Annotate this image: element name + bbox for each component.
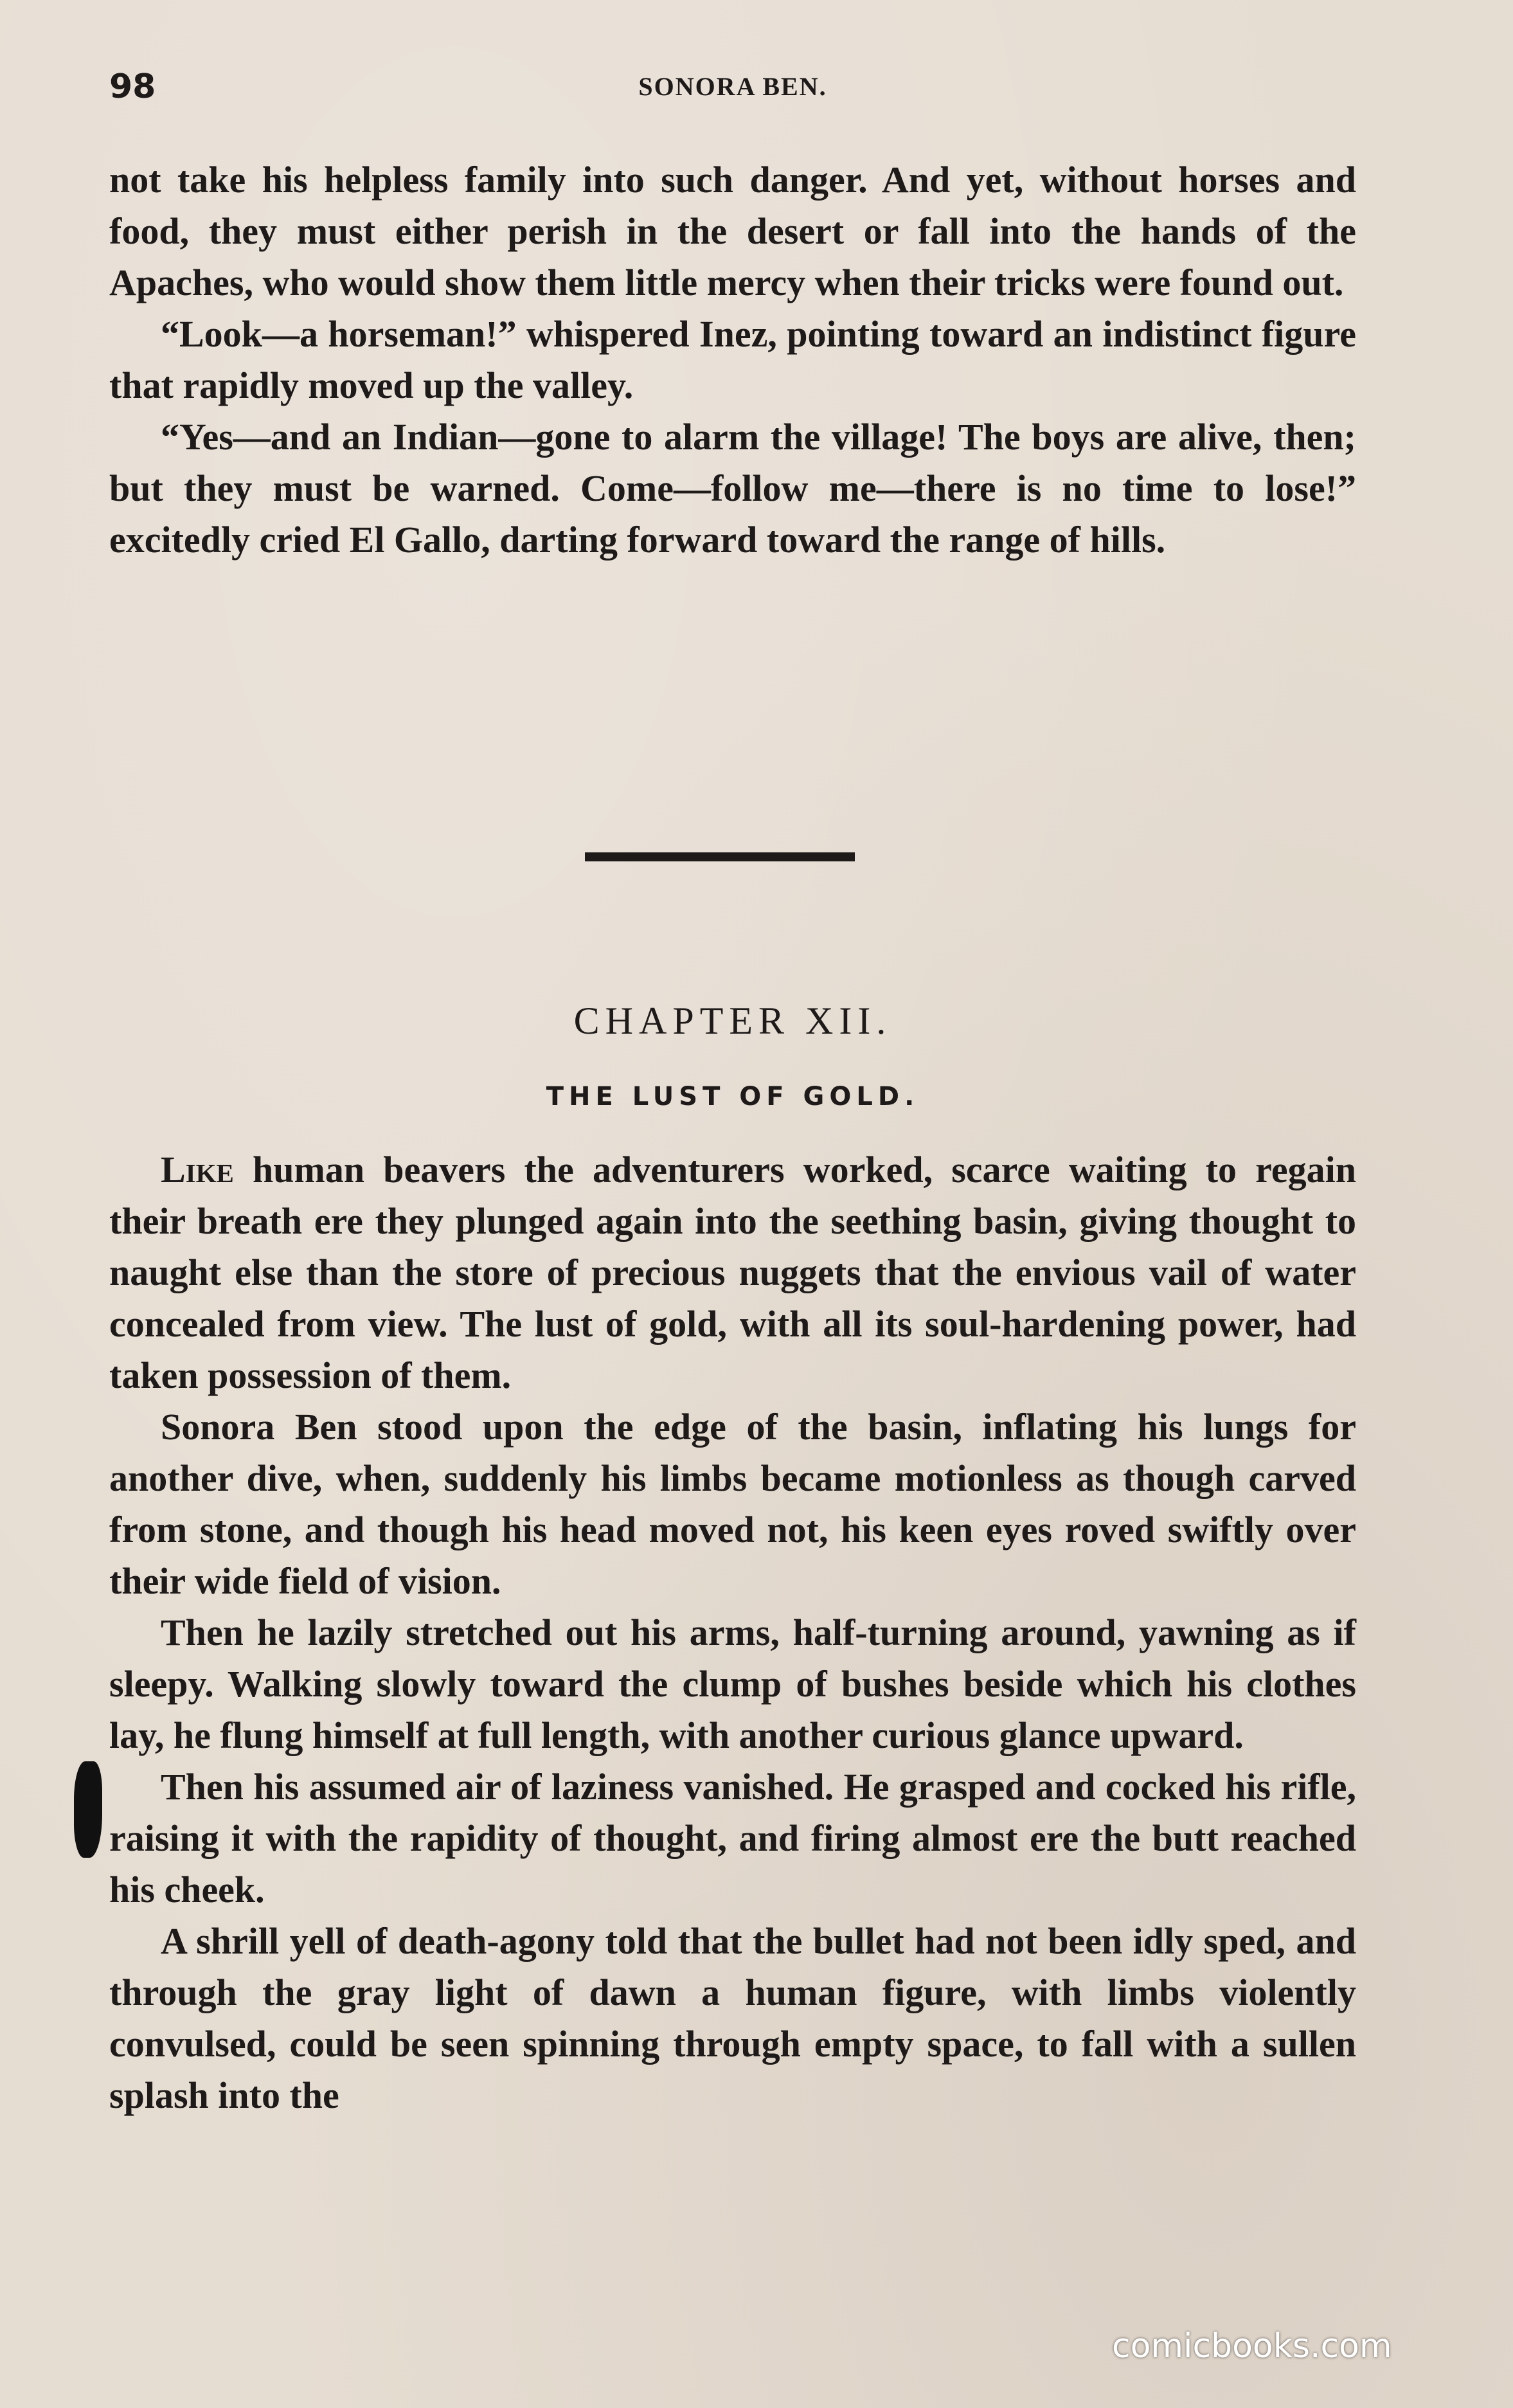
chapter-title: CHAPTER XII. — [573, 1000, 892, 1042]
book-page — [109, 64, 1356, 2340]
watermark: comicbooks.com — [1112, 2327, 1392, 2366]
running-head: SONORA BEN. — [638, 72, 827, 101]
opening-rest: human beavers the adventurers worked, scarce waiting to regain their breath ere they plunged again into the seething basin, giving thought to naught else than the store of precious nuggets that the envious vail of water concealed from view. The lust of gold, with all its soul-hardening power, had taken possession of them. — [109, 1149, 1356, 1396]
paragraph: Then his assumed air of laziness vanished. He grasped and cocked his rifle, raising it with the rapidity of thought, and firing almost ere the butt reached his cheek. — [109, 1766, 1356, 1910]
page-header — [109, 64, 1356, 109]
chapter-subtitle: THE LUST OF GOLD. — [546, 1082, 920, 1111]
paragraph: “Yes—and an Indian—gone to alarm the village! The boys are alive, then; but they must be warned. Come—follow me—there is no time to lose!” excitedly cried El Gallo, darting forward toward the range of hills. — [109, 416, 1356, 561]
paragraph: Sonora Ben stood upon the edge of the basin, inflating his lungs for another dive, when, suddenly his limbs became motionless as though carved from stone, and though his head moved not, his keen eyes roved swiftly over their wide field of vision. — [109, 1406, 1356, 1602]
section-divider — [585, 852, 855, 861]
opening-word: Like — [161, 1149, 234, 1191]
paragraph: not take his helpless family into such danger. And yet, without horses and food, they must either perish in the desert or fall into the hands of the Apaches, who would show them little mercy when their tricks were found out. — [109, 159, 1356, 303]
paragraph: “Look—a horseman!” whispered Inez, pointing toward an indistinct figure that rapidly moved up the valley. — [109, 313, 1356, 406]
ink-blot — [74, 1761, 102, 1858]
chapter-opening-paragraph — [109, 1144, 1356, 1401]
paragraph: Then he lazily stretched out his arms, half-turning around, yawning as if sleepy. Walking slowly toward the clump of bushes beside which his clothes lay, he flung himself at full length, with another curious glance upward. — [109, 1612, 1356, 1756]
page-number: 98 — [109, 67, 156, 106]
paragraph: A shrill yell of death-agony told that the bullet had not been idly sped, and through the gray light of dawn a human figure, with limbs violently convulsed, could be seen spinning through empty space, to fall with a sullen splash into the — [109, 1920, 1356, 2116]
text-before-chapter — [109, 154, 1356, 566]
chapter-text — [109, 1144, 1356, 2121]
